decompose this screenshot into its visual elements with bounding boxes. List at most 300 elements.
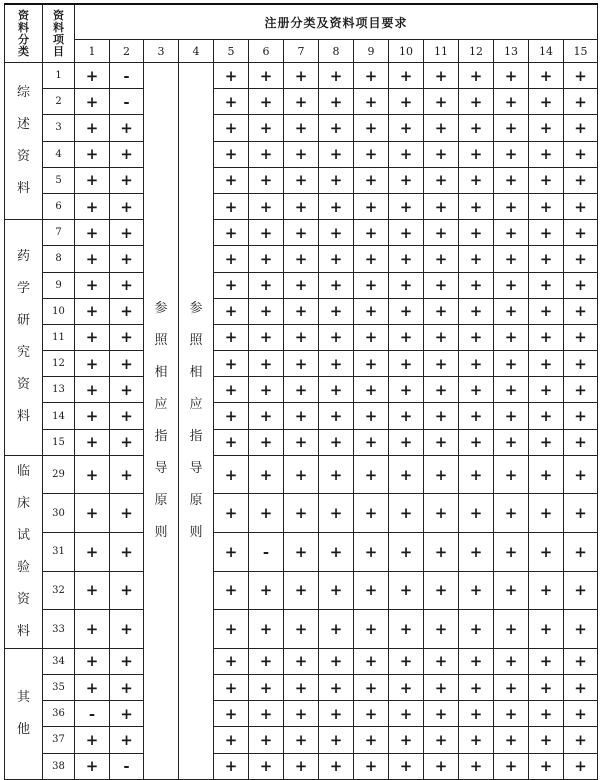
requirement-mark: + — [564, 753, 598, 779]
requirement-mark: + — [459, 455, 494, 494]
requirement-mark: + — [319, 494, 354, 533]
requirement-mark: + — [564, 246, 598, 272]
requirement-mark: + — [424, 220, 459, 246]
requirement-mark: + — [529, 701, 564, 727]
requirement-mark: + — [424, 455, 459, 494]
requirement-mark: + — [389, 351, 424, 377]
table-row — [5, 648, 598, 674]
requirement-mark: + — [249, 63, 284, 89]
requirement-mark: + — [284, 141, 319, 167]
requirement-mark: + — [459, 648, 494, 674]
requirement-mark: + — [319, 89, 354, 115]
requirement-mark: + — [110, 648, 144, 674]
requirement-mark: + — [354, 351, 389, 377]
table-row — [5, 753, 598, 779]
requirement-mark: + — [214, 648, 249, 674]
requirement-mark: + — [110, 193, 144, 219]
item-number: 13 — [43, 377, 75, 403]
requirement-mark: + — [110, 351, 144, 377]
column-number-4: 4 — [179, 40, 214, 63]
requirement-mark: + — [564, 324, 598, 350]
requirement-mark: + — [354, 648, 389, 674]
requirement-mark: + — [389, 571, 424, 610]
requirement-mark: + — [529, 63, 564, 89]
requirement-mark: + — [529, 753, 564, 779]
table-row — [5, 272, 598, 298]
requirement-mark: + — [494, 63, 529, 89]
table-row — [5, 246, 598, 272]
requirement-mark: + — [424, 533, 459, 572]
item-number: 14 — [43, 403, 75, 429]
requirement-mark: + — [494, 246, 529, 272]
requirement-mark: + — [75, 324, 110, 350]
requirement-mark: + — [494, 89, 529, 115]
category-cell: 其 他 — [5, 648, 43, 779]
requirement-mark: + — [389, 272, 424, 298]
category-cell: 临 床 试 验 资 料 — [5, 455, 43, 648]
requirement-mark: + — [564, 429, 598, 455]
item-number: 6 — [43, 193, 75, 219]
item-number: 2 — [43, 89, 75, 115]
table-row — [5, 298, 598, 324]
requirement-mark: + — [75, 89, 110, 115]
table-row — [5, 377, 598, 403]
registration-requirements-table — [4, 3, 598, 780]
requirement-mark: + — [424, 193, 459, 219]
requirement-mark: + — [319, 351, 354, 377]
requirement-mark: + — [354, 429, 389, 455]
requirement-mark: - — [110, 89, 144, 115]
requirement-mark: - — [249, 533, 284, 572]
requirement-mark: + — [110, 115, 144, 141]
requirement-mark: + — [389, 115, 424, 141]
item-number: 29 — [43, 455, 75, 494]
requirement-mark: + — [249, 571, 284, 610]
item-number: 38 — [43, 753, 75, 779]
requirement-mark: + — [110, 141, 144, 167]
column-number-11: 11 — [424, 40, 459, 63]
requirement-mark: + — [284, 377, 319, 403]
item-number: 5 — [43, 167, 75, 193]
requirement-mark: + — [249, 753, 284, 779]
requirement-mark: + — [529, 324, 564, 350]
item-number: 1 — [43, 63, 75, 89]
requirement-mark: + — [110, 272, 144, 298]
requirement-mark: + — [529, 115, 564, 141]
table-row — [5, 571, 598, 610]
table-row — [5, 675, 598, 701]
requirement-mark: + — [214, 610, 249, 649]
requirement-mark: + — [284, 167, 319, 193]
column-number-row — [5, 40, 598, 63]
item-number: 36 — [43, 701, 75, 727]
requirement-mark: + — [249, 141, 284, 167]
item-number: 31 — [43, 533, 75, 572]
requirement-mark: + — [459, 246, 494, 272]
requirement-mark: + — [110, 167, 144, 193]
requirement-mark: + — [529, 220, 564, 246]
requirement-mark: + — [389, 753, 424, 779]
requirement-mark: + — [389, 377, 424, 403]
requirement-mark: + — [249, 324, 284, 350]
requirement-mark: + — [424, 141, 459, 167]
requirement-mark: + — [284, 571, 319, 610]
requirement-mark: + — [564, 610, 598, 649]
requirement-mark: + — [214, 324, 249, 350]
requirement-mark: + — [214, 115, 249, 141]
table-row — [5, 89, 598, 115]
requirement-mark: + — [389, 429, 424, 455]
requirement-mark: + — [249, 675, 284, 701]
requirement-mark: + — [249, 494, 284, 533]
requirement-mark: + — [424, 324, 459, 350]
requirement-mark: + — [564, 63, 598, 89]
requirement-mark: + — [110, 429, 144, 455]
requirement-mark: + — [354, 298, 389, 324]
requirement-mark: + — [424, 571, 459, 610]
requirement-mark: + — [564, 272, 598, 298]
requirement-mark: + — [389, 89, 424, 115]
column-number-5: 5 — [214, 40, 249, 63]
requirement-mark: + — [75, 455, 110, 494]
item-number: 3 — [43, 115, 75, 141]
requirement-mark: + — [319, 298, 354, 324]
requirement-mark: + — [529, 351, 564, 377]
requirement-mark: + — [214, 63, 249, 89]
requirement-mark: + — [389, 701, 424, 727]
requirement-mark: + — [459, 429, 494, 455]
requirement-mark: + — [389, 403, 424, 429]
requirement-mark: + — [319, 753, 354, 779]
requirement-mark: + — [319, 533, 354, 572]
table-row — [5, 141, 598, 167]
item-number: 32 — [43, 571, 75, 610]
requirement-mark: + — [354, 701, 389, 727]
requirement-mark: + — [494, 675, 529, 701]
table-row — [5, 455, 598, 494]
requirement-mark: + — [529, 727, 564, 753]
requirement-mark: + — [354, 246, 389, 272]
requirement-mark: + — [110, 220, 144, 246]
requirement-mark: + — [319, 115, 354, 141]
table-row — [5, 115, 598, 141]
requirement-mark: + — [494, 324, 529, 350]
requirement-mark: + — [459, 701, 494, 727]
requirement-mark: + — [354, 167, 389, 193]
requirement-mark: + — [214, 220, 249, 246]
requirement-mark: + — [110, 455, 144, 494]
requirement-mark: + — [75, 63, 110, 89]
requirement-mark: + — [529, 167, 564, 193]
requirement-mark: + — [459, 63, 494, 89]
requirement-mark: + — [529, 675, 564, 701]
requirement-mark: + — [529, 193, 564, 219]
requirement-mark: + — [494, 220, 529, 246]
requirement-mark: + — [214, 272, 249, 298]
requirement-mark: + — [494, 533, 529, 572]
requirement-mark: + — [354, 675, 389, 701]
requirement-mark: + — [110, 533, 144, 572]
requirement-mark: + — [424, 377, 459, 403]
item-column-header: 资 料 项 目 — [43, 4, 75, 63]
requirement-mark: + — [110, 701, 144, 727]
table-row — [5, 167, 598, 193]
requirement-mark: + — [494, 455, 529, 494]
requirement-mark: + — [459, 753, 494, 779]
requirement-mark: + — [319, 429, 354, 455]
requirement-mark: + — [249, 403, 284, 429]
requirement-mark: + — [424, 610, 459, 649]
requirement-mark: + — [424, 246, 459, 272]
requirement-mark: + — [424, 89, 459, 115]
column-number-1: 1 — [75, 40, 110, 63]
requirement-mark: + — [564, 727, 598, 753]
table-row — [5, 701, 598, 727]
table-row — [5, 727, 598, 753]
item-number: 37 — [43, 727, 75, 753]
category-cell: 综 述 资 料 — [5, 63, 43, 220]
requirement-mark: + — [459, 298, 494, 324]
requirement-mark: + — [319, 701, 354, 727]
requirement-mark: + — [249, 220, 284, 246]
requirement-mark: + — [459, 193, 494, 219]
requirement-mark: + — [319, 648, 354, 674]
category-column-header: 资 料 分 类 — [5, 4, 43, 63]
requirement-mark: + — [354, 377, 389, 403]
requirement-mark: + — [424, 648, 459, 674]
requirement-mark: + — [110, 571, 144, 610]
requirement-mark: + — [75, 377, 110, 403]
requirement-mark: + — [389, 193, 424, 219]
requirement-mark: + — [319, 63, 354, 89]
requirement-mark: + — [564, 533, 598, 572]
requirement-mark: + — [389, 246, 424, 272]
requirement-mark: + — [249, 115, 284, 141]
reference-guideline-note: 参 照 相 应 指 导 原 则 — [144, 63, 179, 780]
requirement-mark: + — [354, 533, 389, 572]
requirement-mark: + — [354, 403, 389, 429]
requirement-mark: + — [110, 494, 144, 533]
requirement-mark: + — [214, 533, 249, 572]
requirement-mark: + — [284, 727, 319, 753]
requirement-mark: + — [529, 455, 564, 494]
column-number-3: 3 — [144, 40, 179, 63]
requirement-mark: + — [249, 648, 284, 674]
requirement-mark: + — [529, 89, 564, 115]
requirement-mark: + — [75, 610, 110, 649]
requirement-mark: + — [389, 494, 424, 533]
requirement-mark: + — [424, 115, 459, 141]
column-number-6: 6 — [249, 40, 284, 63]
requirement-mark: + — [494, 377, 529, 403]
requirement-mark: + — [459, 727, 494, 753]
requirement-mark: + — [494, 727, 529, 753]
requirement-mark: + — [214, 167, 249, 193]
requirement-mark: + — [249, 429, 284, 455]
requirement-mark: + — [564, 494, 598, 533]
requirement-mark: + — [494, 141, 529, 167]
requirement-mark: + — [389, 455, 424, 494]
requirement-mark: + — [319, 610, 354, 649]
item-number: 33 — [43, 610, 75, 649]
table-row — [5, 494, 598, 533]
requirement-mark: + — [354, 753, 389, 779]
requirement-mark: + — [110, 246, 144, 272]
item-number: 4 — [43, 141, 75, 167]
requirement-mark: + — [564, 675, 598, 701]
table-row — [5, 429, 598, 455]
column-number-8: 8 — [319, 40, 354, 63]
requirement-mark: + — [214, 298, 249, 324]
requirement-mark: + — [424, 272, 459, 298]
requirement-mark: + — [284, 89, 319, 115]
requirement-mark: + — [284, 324, 319, 350]
requirement-mark: + — [284, 351, 319, 377]
requirement-mark: + — [354, 727, 389, 753]
requirement-mark: + — [319, 324, 354, 350]
requirement-mark: + — [459, 89, 494, 115]
requirement-mark: + — [389, 727, 424, 753]
table-row — [5, 193, 598, 219]
requirement-mark: + — [319, 193, 354, 219]
requirement-mark: + — [354, 141, 389, 167]
requirement-mark: + — [494, 193, 529, 219]
requirement-mark: + — [214, 675, 249, 701]
requirement-mark: + — [529, 610, 564, 649]
requirement-mark: + — [529, 429, 564, 455]
requirement-mark: + — [564, 403, 598, 429]
item-number: 11 — [43, 324, 75, 350]
requirement-mark: + — [214, 351, 249, 377]
requirement-mark: + — [214, 429, 249, 455]
requirement-mark: + — [564, 193, 598, 219]
requirement-mark: + — [354, 89, 389, 115]
requirement-mark: + — [564, 648, 598, 674]
requirement-mark: - — [110, 753, 144, 779]
requirement-mark: + — [284, 193, 319, 219]
requirement-mark: + — [389, 675, 424, 701]
requirement-mark: + — [75, 272, 110, 298]
requirement-mark: + — [354, 193, 389, 219]
requirement-mark: + — [110, 675, 144, 701]
requirement-mark: + — [459, 141, 494, 167]
requirement-mark: + — [529, 494, 564, 533]
requirement-mark: + — [354, 571, 389, 610]
category-cell: 药 学 研 究 资 料 — [5, 220, 43, 456]
requirement-mark: + — [389, 324, 424, 350]
requirement-mark: + — [389, 63, 424, 89]
requirement-mark: + — [459, 115, 494, 141]
column-number-13: 13 — [494, 40, 529, 63]
requirement-mark: + — [249, 351, 284, 377]
requirement-mark: + — [424, 298, 459, 324]
requirement-mark: + — [459, 351, 494, 377]
requirement-mark: + — [494, 753, 529, 779]
requirement-mark: + — [389, 298, 424, 324]
requirement-mark: + — [529, 298, 564, 324]
requirement-mark: + — [75, 141, 110, 167]
item-number: 35 — [43, 675, 75, 701]
requirement-mark: + — [564, 141, 598, 167]
table-row — [5, 533, 598, 572]
requirement-mark: + — [249, 455, 284, 494]
requirement-mark: + — [214, 455, 249, 494]
table-body — [5, 63, 598, 780]
requirement-mark: + — [494, 494, 529, 533]
requirement-mark: + — [319, 246, 354, 272]
requirement-mark: + — [459, 675, 494, 701]
requirement-mark: + — [424, 727, 459, 753]
requirement-mark: + — [284, 648, 319, 674]
table-title: 注册分类及资料项目要求 — [75, 4, 598, 40]
requirement-mark: + — [284, 675, 319, 701]
item-number: 15 — [43, 429, 75, 455]
requirement-mark: + — [389, 648, 424, 674]
item-number: 34 — [43, 648, 75, 674]
item-number: 8 — [43, 246, 75, 272]
requirement-mark: + — [75, 429, 110, 455]
requirement-mark: + — [319, 220, 354, 246]
requirement-mark: + — [214, 727, 249, 753]
table-row — [5, 324, 598, 350]
requirement-mark: + — [529, 246, 564, 272]
column-number-7: 7 — [284, 40, 319, 63]
requirement-mark: + — [354, 324, 389, 350]
requirement-mark: + — [75, 220, 110, 246]
requirement-mark: + — [424, 675, 459, 701]
requirement-mark: + — [319, 377, 354, 403]
requirement-mark: + — [529, 403, 564, 429]
requirement-mark: + — [354, 63, 389, 89]
requirement-mark: + — [564, 220, 598, 246]
requirement-mark: + — [354, 494, 389, 533]
requirement-mark: + — [75, 115, 110, 141]
requirement-mark: + — [249, 701, 284, 727]
requirement-mark: + — [529, 533, 564, 572]
requirement-mark: + — [249, 272, 284, 298]
requirement-mark: - — [110, 63, 144, 89]
requirement-mark: + — [459, 403, 494, 429]
table-row — [5, 63, 598, 89]
requirement-mark: + — [284, 455, 319, 494]
requirement-mark: + — [214, 753, 249, 779]
requirement-mark: + — [389, 220, 424, 246]
requirement-mark: + — [354, 220, 389, 246]
requirement-mark: + — [494, 610, 529, 649]
requirement-mark: + — [214, 377, 249, 403]
requirement-mark: + — [494, 298, 529, 324]
requirement-mark: + — [564, 89, 598, 115]
requirement-mark: + — [354, 115, 389, 141]
requirement-mark: + — [284, 63, 319, 89]
requirement-mark: + — [424, 701, 459, 727]
requirement-mark: + — [75, 571, 110, 610]
requirement-mark: + — [110, 610, 144, 649]
requirement-mark: + — [494, 115, 529, 141]
requirement-mark: + — [110, 377, 144, 403]
requirement-mark: + — [529, 377, 564, 403]
requirement-mark: + — [459, 610, 494, 649]
requirement-mark: + — [110, 727, 144, 753]
requirement-mark: + — [389, 141, 424, 167]
requirement-mark: + — [389, 167, 424, 193]
column-number-14: 14 — [529, 40, 564, 63]
requirement-mark: + — [214, 494, 249, 533]
requirement-mark: + — [214, 701, 249, 727]
requirement-mark: + — [75, 533, 110, 572]
requirement-mark: + — [249, 246, 284, 272]
requirement-mark: + — [110, 298, 144, 324]
